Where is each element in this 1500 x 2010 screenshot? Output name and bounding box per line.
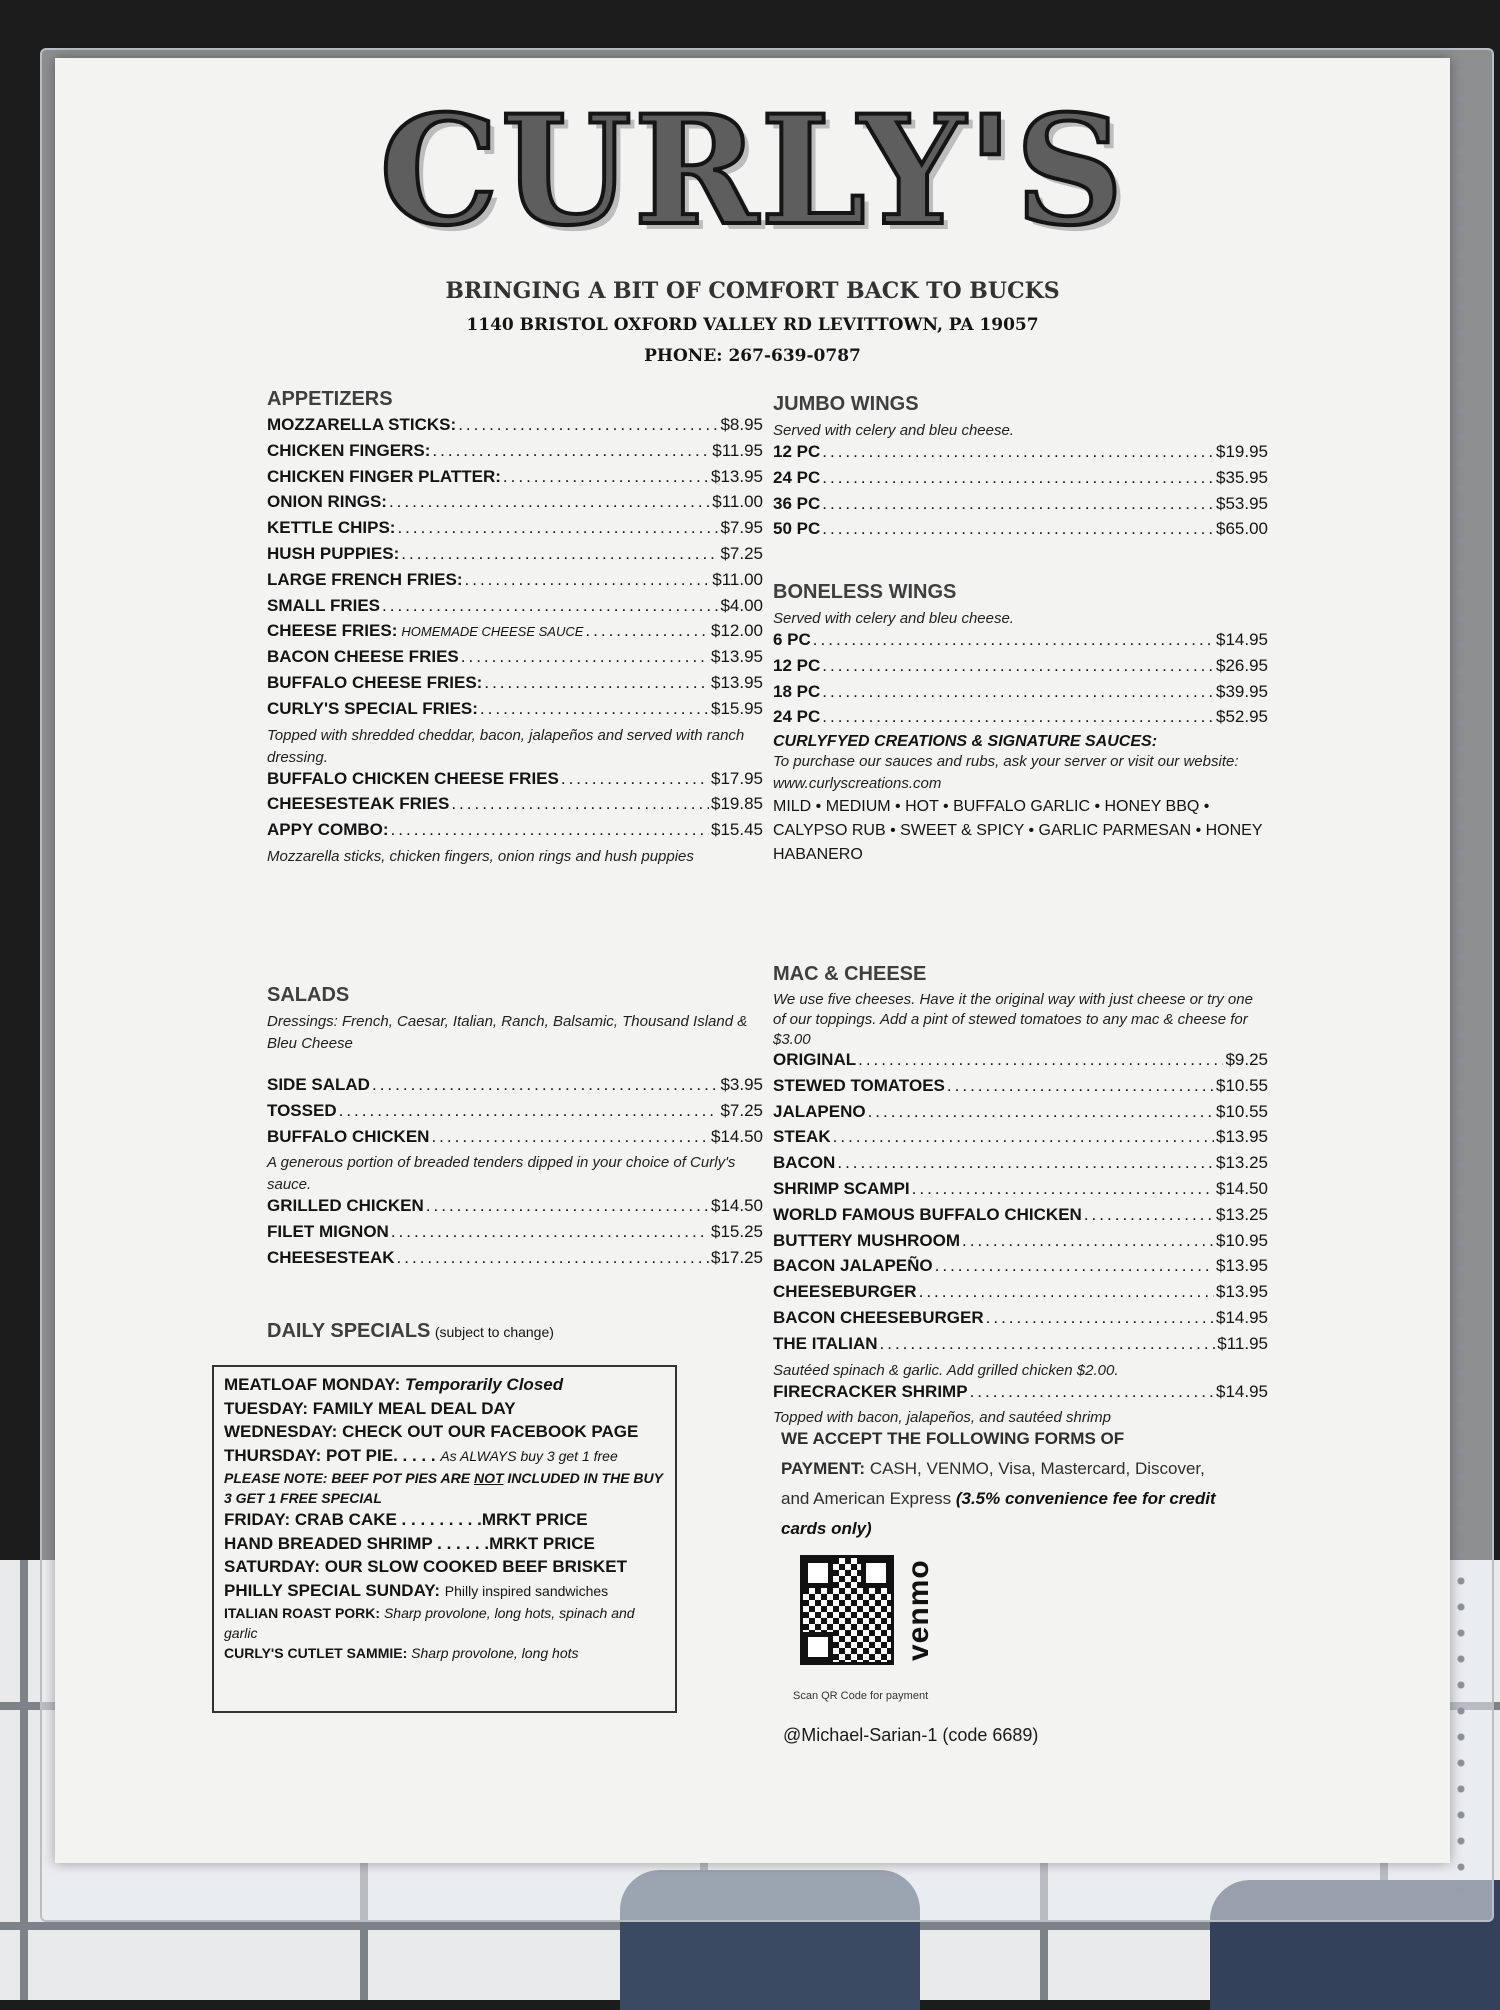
menu-item-row	[773, 630, 1268, 656]
dot-leader	[962, 1231, 1214, 1251]
menu-item-row	[773, 1231, 1268, 1257]
menu-item-row	[773, 1308, 1268, 1334]
dot-leader	[372, 1075, 718, 1095]
item-name: BACON CHEESEBURGER	[773, 1307, 984, 1327]
dot-leader	[585, 621, 709, 641]
menu-item-row	[267, 415, 763, 441]
menu-item-row	[267, 769, 763, 795]
item-name: STEAK	[773, 1127, 831, 1147]
item-price: $19.85	[711, 794, 763, 814]
menu-item-row	[267, 794, 763, 820]
menu-item-row	[267, 492, 763, 518]
item-price: $13.95	[711, 672, 763, 692]
dot-leader	[970, 1382, 1214, 1402]
item-name: BACON CHEESE FRIES	[267, 647, 459, 667]
item-name: BACON JALAPEÑO	[773, 1256, 933, 1276]
dot-leader	[813, 630, 1214, 650]
dot-leader	[1084, 1205, 1214, 1225]
special-thursday	[224, 1444, 665, 1469]
salad-dressings: Dressings: French, Caesar, Italian, Ranch, Balsamic, Thousand Island & Bleu Cheese	[267, 1013, 748, 1052]
item-price: $13.95	[1216, 1256, 1268, 1276]
pork-label: ITALIAN ROAST PORK:	[224, 1605, 381, 1621]
menu-item-row	[267, 518, 763, 544]
buffalo-salad-description: A generous portion of breaded tenders dipped in your choice of Curly's sauce.	[267, 1154, 736, 1194]
item-price: $14.95	[1216, 630, 1268, 649]
item-price: $3.95	[720, 1075, 763, 1094]
menu-item-row	[267, 1196, 763, 1222]
special-wednesday: WEDNESDAY: CHECK OUT OUR FACEBOOK PAGE	[224, 1422, 639, 1441]
cutlet-label: CURLY'S CUTLET SAMMIE:	[224, 1645, 408, 1661]
menu-item-row	[267, 441, 763, 467]
item-price: $9.25	[1225, 1050, 1268, 1069]
jumbo-wings-title: JUMBO WINGS	[773, 393, 919, 415]
item-name: CHEESEBURGER	[773, 1282, 917, 1302]
item-price: $11.95	[1217, 1333, 1268, 1353]
dot-leader	[503, 467, 709, 487]
salads-section	[267, 984, 763, 1274]
sauces-list: MILD • MEDIUM • HOT • BUFFALO GARLIC • HONEY BBQ • CALYPSO RUB • SWEET & SPICY • GARLIC PARMESAN • HONEY HABANERO	[773, 798, 1263, 864]
menu-item-row	[773, 707, 1268, 733]
menu-item-row	[267, 1127, 763, 1153]
item-name: BUFFALO CHICKEN	[267, 1126, 430, 1146]
dot-leader	[822, 682, 1214, 702]
dot-leader	[397, 518, 718, 538]
item-name: CHEESESTEAK	[267, 1247, 395, 1267]
dot-leader	[401, 544, 718, 564]
item-price: $7.25	[720, 543, 763, 563]
boneless-wings-section	[773, 581, 1268, 867]
payment-info	[781, 1424, 1221, 1544]
dot-leader	[833, 1127, 1214, 1147]
pot-pie-note	[224, 1468, 665, 1508]
venmo-logo-icon: venmo	[902, 1559, 935, 1661]
item-price: $17.25	[711, 1247, 763, 1267]
item-price: $14.95	[1216, 1381, 1268, 1401]
menu-item-row	[773, 1076, 1268, 1102]
cutlet-value: Sharp provolone, long hots	[411, 1645, 579, 1661]
payment-body	[781, 1454, 1221, 1544]
item-price: $14.95	[1216, 1307, 1268, 1327]
phone: PHONE: 267-639-0787	[644, 346, 861, 366]
menu-item-row	[773, 442, 1268, 468]
item-price: $4.00	[720, 595, 763, 615]
item-name: BUFFALO CHEESE FRIES:	[267, 672, 483, 692]
menu-item-row	[267, 596, 763, 622]
jumbo-wings-desc: Served with celery and bleu cheese.	[773, 422, 1014, 439]
dot-leader	[837, 1153, 1214, 1173]
dot-leader	[432, 441, 710, 461]
item-price: $11.95	[712, 440, 763, 460]
item-name: JALAPENO	[773, 1101, 866, 1121]
menu-item-row	[773, 494, 1268, 520]
dot-leader	[465, 570, 711, 590]
item-name: ORIGINAL	[773, 1050, 857, 1069]
daily-specials-title: DAILY SPECIALS	[267, 1320, 431, 1342]
dot-leader	[822, 468, 1214, 488]
dot-leader	[339, 1101, 719, 1121]
dot-leader	[822, 442, 1214, 462]
mac-desc: We use five cheeses. Have it the original way with just cheese or try one of our toppings. Add a pint of stewed tomatoes to any mac & cheese for $3.00	[773, 991, 1253, 1048]
menu-item-row	[773, 1153, 1268, 1179]
item-name: HUSH PUPPIES:	[267, 543, 400, 563]
menu-item-row	[773, 1102, 1268, 1128]
venmo-handle: @Michael-Sarian-1 (code 6689)	[783, 1725, 1039, 1745]
item-price: $15.25	[711, 1222, 763, 1242]
menu-item-row	[267, 1075, 763, 1101]
menu-item-row	[773, 1282, 1268, 1308]
payment-label: PAYMENT:	[781, 1459, 866, 1478]
item-name: BUTTERY MUSHROOM	[773, 1230, 960, 1250]
menu-page	[55, 58, 1450, 1863]
item-price: $52.95	[1216, 707, 1268, 727]
item-name: LARGE FRENCH FRIES:	[267, 569, 463, 589]
item-price: $11.00	[712, 492, 763, 512]
item-price: $14.50	[711, 1126, 763, 1146]
item-name: 24 PC	[773, 467, 821, 487]
note-pre: PLEASE NOTE: BEEF POT PIES ARE	[224, 1470, 474, 1486]
item-name: CHEESE FRIES:	[267, 621, 398, 641]
item-name: ONION RINGS:	[267, 492, 387, 512]
menu-item-row	[267, 1222, 763, 1248]
restaurant-logo: CURLY'S	[379, 83, 1126, 259]
menu-item-row	[773, 682, 1268, 708]
appetizers-title: APPETIZERS	[267, 388, 393, 410]
dot-leader	[822, 656, 1214, 676]
item-price: $15.45	[711, 820, 763, 840]
item-name: 6 PC	[773, 630, 811, 649]
binder-holes	[1455, 60, 1467, 1890]
item-price: $53.95	[1216, 493, 1268, 513]
dot-leader	[919, 1282, 1214, 1302]
item-name: SIDE SALAD	[267, 1075, 370, 1094]
item-name: FIRECRACKER SHRIMP	[773, 1381, 968, 1401]
special-pork	[224, 1603, 665, 1643]
jumbo-wings-list	[773, 442, 1268, 545]
dot-leader	[461, 647, 709, 667]
special-fries-description: Topped with shredded cheddar, bacon, jalapeños and served with ranch dressing.	[267, 726, 745, 766]
appetizers-list	[267, 415, 763, 725]
tagline: BRINGING A BIT OF COMFORT BACK TO BUCKS	[445, 278, 1060, 304]
item-name: WORLD FAMOUS BUFFALO CHICKEN	[773, 1204, 1082, 1224]
dot-leader	[947, 1076, 1214, 1096]
payment-methods: CASH, VENMO, Visa, Mastercard, Discover, and American Express	[781, 1459, 1205, 1508]
item-price: $13.95	[711, 466, 763, 486]
item-name: CHICKEN FINGER PLATTER:	[267, 466, 501, 486]
item-name: 12 PC	[773, 655, 821, 675]
item-price: $12.00	[711, 621, 763, 641]
mac-section	[773, 963, 1268, 1429]
qr-corner-top-left	[803, 1558, 833, 1588]
menu-item-row	[267, 467, 763, 493]
menu-item-row	[267, 673, 763, 699]
dot-leader	[822, 707, 1214, 727]
dot-leader	[451, 794, 709, 814]
dot-leader	[391, 1222, 709, 1242]
item-price: $11.00	[712, 569, 763, 589]
daily-specials-note: (subject to change)	[434, 1324, 554, 1340]
item-name: FILET MIGNON	[267, 1222, 389, 1242]
pork-value: Sharp provolone, long hots, spinach and garlic	[224, 1605, 635, 1641]
menu-item-row	[267, 621, 763, 647]
menu-item-row	[773, 1127, 1268, 1153]
menu-item-row	[773, 1334, 1268, 1360]
firecracker-desc: Topped with bacon, jalapeños, and sautéed shrimp	[773, 1409, 1112, 1427]
friday-label: FRIDAY: CRAB CAKE . . . . . . . . .	[224, 1510, 482, 1529]
menu-item-row	[773, 468, 1268, 494]
item-name: MOZZARELLA STICKS:	[267, 415, 457, 434]
special-tuesday: TUESDAY: FAMILY MEAL DEAL DAY	[224, 1398, 516, 1418]
sunday-value: Philly inspired sandwiches	[444, 1582, 609, 1599]
item-price: $13.25	[1216, 1204, 1268, 1224]
dot-leader	[912, 1179, 1214, 1199]
boneless-wings-list	[773, 630, 1268, 733]
item-price: $8.95	[720, 415, 763, 434]
mac-title: MAC & CHEESE	[773, 963, 927, 985]
item-name: TOSSED	[267, 1100, 337, 1120]
dot-leader	[431, 1127, 709, 1147]
item-name: CHICKEN FINGERS:	[267, 440, 431, 460]
item-price: $13.95	[1216, 1282, 1268, 1302]
item-price: $13.25	[1216, 1153, 1268, 1173]
boneless-wings-title: BONELESS WINGS	[773, 581, 957, 603]
item-name: BUFFALO CHICKEN CHEESE FRIES	[267, 768, 559, 788]
dot-leader	[391, 820, 709, 840]
item-price: $26.95	[1216, 655, 1268, 675]
monday-value: Temporarily Closed	[405, 1375, 564, 1394]
item-name: CURLY'S SPECIAL FRIES:	[267, 698, 478, 718]
item-name: APPY COMBO:	[267, 820, 389, 840]
dot-leader	[868, 1102, 1214, 1122]
item-name: BACON	[773, 1153, 836, 1173]
menu-item-row	[267, 544, 763, 570]
special-shrimp	[224, 1532, 665, 1556]
item-price: $19.95	[1216, 442, 1268, 461]
dot-leader	[397, 1248, 709, 1268]
item-name: 24 PC	[773, 707, 821, 727]
item-price: $13.95	[711, 647, 763, 667]
menu-item-row	[267, 699, 763, 725]
special-saturday: SATURDAY: OUR SLOW COOKED BEEF BRISKET	[224, 1557, 627, 1576]
menu-item-row	[267, 570, 763, 596]
dot-leader	[458, 415, 718, 435]
item-name: THE ITALIAN	[773, 1333, 878, 1353]
thursday-label: THURSDAY: POT PIE. . . . .	[224, 1445, 436, 1465]
dot-leader	[986, 1308, 1214, 1328]
menu-item-row	[267, 1248, 763, 1274]
menu-item-row	[773, 1256, 1268, 1282]
monday-label: MEATLOAF MONDAY:	[224, 1375, 401, 1394]
menu-item-row	[773, 1050, 1268, 1076]
item-price: $7.25	[720, 1100, 763, 1120]
menu-item-row	[773, 1179, 1268, 1205]
menu-item-row	[773, 656, 1268, 682]
sauces-desc: To purchase our sauces and rubs, ask your server or visit our website: www.curlyscreations.com	[773, 753, 1239, 793]
item-price: $65.00	[1216, 519, 1268, 539]
item-price: $10.95	[1216, 1230, 1268, 1250]
special-monday	[224, 1373, 665, 1397]
dot-leader	[822, 494, 1214, 514]
salads-list-2	[267, 1196, 763, 1273]
friday-price: MRKT PRICE	[481, 1510, 588, 1529]
menu-item-row	[773, 1205, 1268, 1231]
jumbo-wings-section	[773, 393, 1268, 545]
item-price: $10.55	[1216, 1075, 1268, 1095]
item-price: $10.55	[1216, 1101, 1268, 1121]
item-price: $17.95	[711, 768, 763, 788]
item-price: $39.95	[1216, 681, 1268, 701]
item-price: $15.95	[711, 698, 763, 718]
salads-title: SALADS	[267, 984, 350, 1006]
dot-leader	[426, 1196, 709, 1216]
dot-leader	[561, 769, 709, 789]
payment-fee: (3.5% convenience fee for credit cards only)	[781, 1489, 1216, 1538]
item-name: GRILLED CHICKEN	[267, 1196, 424, 1216]
dot-leader	[880, 1334, 1216, 1354]
dot-leader	[389, 492, 710, 512]
menu-item-row	[773, 1382, 1268, 1408]
special-friday	[224, 1508, 665, 1532]
item-name: STEWED TOMATOES	[773, 1075, 945, 1095]
italian-desc: Sautéed spinach & garlic. Add grilled chicken $2.00.	[773, 1361, 1119, 1379]
mac-list-2	[773, 1382, 1268, 1408]
item-name: KETTLE CHIPS:	[267, 518, 396, 538]
item-price: $14.50	[711, 1196, 763, 1216]
salads-list	[267, 1075, 763, 1152]
item-name: CHEESESTEAK FRIES	[267, 794, 450, 814]
appetizers-section	[267, 388, 763, 868]
sunday-label: PHILLY SPECIAL SUNDAY:	[224, 1580, 441, 1600]
menu-item-row	[773, 519, 1268, 545]
daily-specials-heading	[267, 1320, 763, 1343]
dot-leader	[822, 519, 1214, 539]
dot-leader	[480, 699, 709, 719]
thursday-note: As ALWAYS buy 3 get 1 free	[440, 1447, 618, 1464]
special-cutlet	[224, 1643, 665, 1663]
item-name: 36 PC	[773, 493, 821, 513]
note-post: INCLUDED IN THE BUY 3 GET 1 FREE SPECIAL	[224, 1470, 663, 1506]
item-price: $7.95	[720, 518, 763, 538]
item-name: 12 PC	[773, 442, 821, 461]
item-name: 18 PC	[773, 681, 821, 701]
dot-leader	[858, 1050, 1223, 1070]
qr-corner-bottom-left	[803, 1632, 833, 1662]
item-name: SHRIMP SCAMPI	[773, 1178, 910, 1198]
qr-code-icon[interactable]	[800, 1555, 894, 1665]
address: 1140 BRISTOL OXFORD VALLEY RD LEVITTOWN, PA 19057	[466, 315, 1039, 335]
dot-leader	[382, 596, 718, 616]
note-not: NOT	[473, 1470, 504, 1486]
payment-line1: WE ACCEPT THE FOLLOWING FORMS OF	[781, 1429, 1125, 1448]
shrimp-price: MRKT PRICE	[489, 1533, 595, 1553]
qr-corner-top-right	[861, 1558, 891, 1588]
appetizers-list-2	[267, 769, 763, 846]
sauces-title: CURLYFYED CREATIONS & SIGNATURE SAUCES:	[773, 733, 1158, 751]
item-note: HOMEMADE CHEESE SAUCE	[401, 624, 584, 640]
dot-leader	[484, 673, 709, 693]
menu-item-row	[267, 820, 763, 846]
special-sunday	[224, 1579, 665, 1604]
daily-specials-box	[212, 1365, 677, 1713]
qr-caption: Scan QR Code for payment	[793, 1690, 929, 1702]
item-price: $14.50	[1216, 1178, 1268, 1198]
mac-list	[773, 1050, 1268, 1360]
menu-item-row	[267, 647, 763, 673]
item-price: $13.95	[1216, 1127, 1268, 1147]
item-name: SMALL FRIES	[267, 595, 381, 615]
shrimp-label: HAND BREADED SHRIMP . . . . . .	[224, 1533, 490, 1553]
dot-leader	[935, 1256, 1214, 1276]
item-name: 50 PC	[773, 519, 821, 539]
appy-combo-description: Mozzarella sticks, chicken fingers, onion rings and hush puppies	[267, 847, 694, 865]
boneless-wings-desc: Served with celery and bleu cheese.	[773, 610, 1014, 627]
menu-item-row	[267, 1101, 763, 1127]
item-price: $35.95	[1216, 467, 1268, 487]
